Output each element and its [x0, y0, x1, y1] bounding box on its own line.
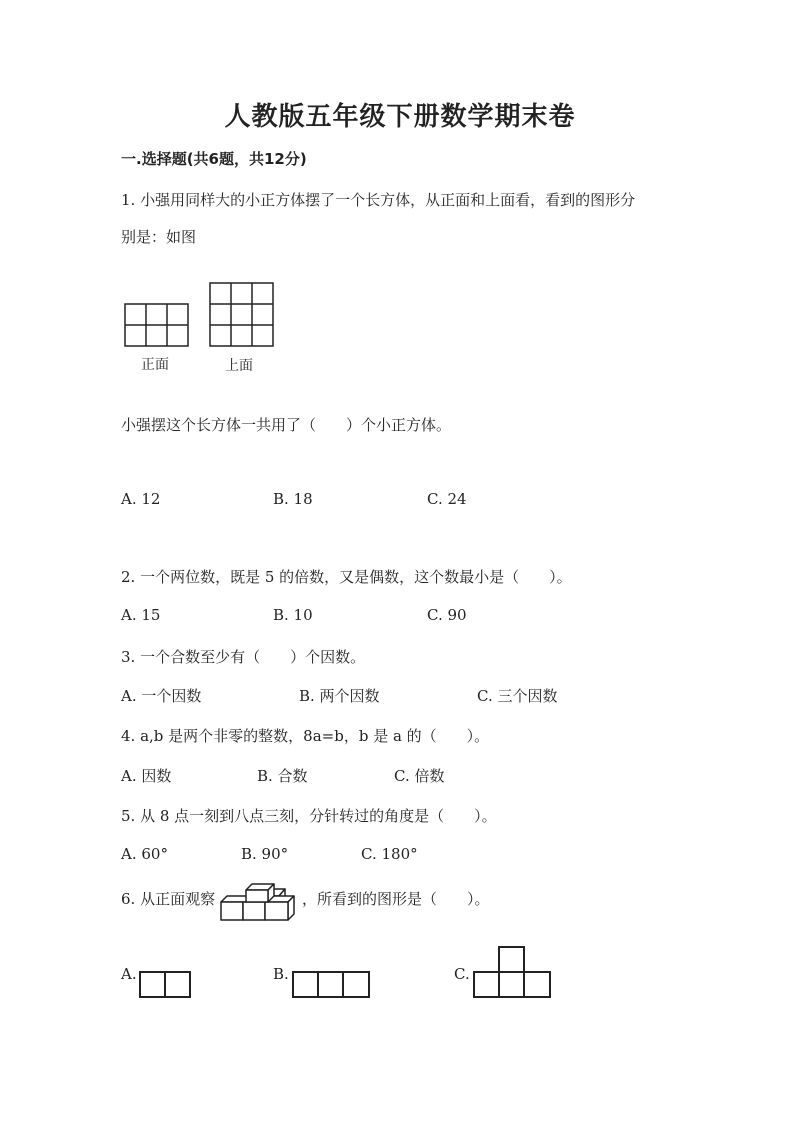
q3-option-a[interactable]: A. 一个因数: [121, 687, 202, 705]
q2-option-c[interactable]: C. 90: [427, 606, 467, 624]
cube-stack-figure: [219, 884, 299, 922]
top-view-figure: [209, 282, 275, 348]
q6-option-b[interactable]: B.: [273, 965, 289, 983]
section-heading: 一.选择题(共6题，共12分): [121, 150, 307, 168]
q5-option-a[interactable]: A. 60°: [121, 845, 168, 863]
q5-option-b[interactable]: B. 90°: [241, 845, 289, 863]
question-1-line1: 1. 小强用同样大的小正方体摆了一个长方体，从正面和上面看，看到的图形分: [121, 191, 636, 209]
q4-option-a[interactable]: A. 因数: [121, 767, 172, 785]
q2-option-b[interactable]: B. 10: [273, 606, 313, 624]
q3-option-c[interactable]: C. 三个因数: [477, 687, 558, 705]
q6-option-b-figure: [292, 971, 372, 999]
q6-option-c-figure: [473, 946, 553, 999]
q2-option-a[interactable]: A. 15: [121, 606, 161, 624]
question-6-text-after: ，所看到的图形是（ ）。: [302, 890, 490, 908]
question-5-text: 5. 从 8 点一刻到八点三刻，分针转过的角度是（ ）。: [121, 807, 497, 825]
question-1-ask: 小强摆这个长方体一共用了（ ）个小正方体。: [121, 416, 452, 434]
q4-option-b[interactable]: B. 合数: [257, 767, 308, 785]
question-2-text: 2. 一个两位数，既是 5 的倍数，又是偶数，这个数最小是（ ）。: [121, 568, 572, 586]
top-view-label: 上面: [225, 358, 253, 374]
question-6-text-before: 6. 从正面观察: [121, 890, 216, 908]
q4-option-c[interactable]: C. 倍数: [394, 767, 445, 785]
q1-option-c[interactable]: C. 24: [427, 490, 467, 508]
exam-title: 人教版五年级下册数学期末卷: [224, 102, 576, 132]
question-3-text: 3. 一个合数至少有（ ）个因数。: [121, 648, 366, 666]
q1-option-a[interactable]: A. 12: [121, 490, 161, 508]
front-view-label: 正面: [141, 357, 169, 373]
q3-option-b[interactable]: B. 两个因数: [299, 687, 380, 705]
q1-option-b[interactable]: B. 18: [273, 490, 313, 508]
front-view-figure: [124, 303, 190, 348]
q6-option-a-figure: [139, 971, 193, 999]
question-1-line2: 别是：如图: [121, 228, 197, 246]
question-4-text: 4. a,b 是两个非零的整数，8a=b，b 是 a 的（ ）。: [121, 727, 490, 745]
q6-option-c[interactable]: C.: [454, 965, 470, 983]
q6-option-a[interactable]: A.: [121, 965, 137, 983]
q5-option-c[interactable]: C. 180°: [361, 845, 418, 863]
